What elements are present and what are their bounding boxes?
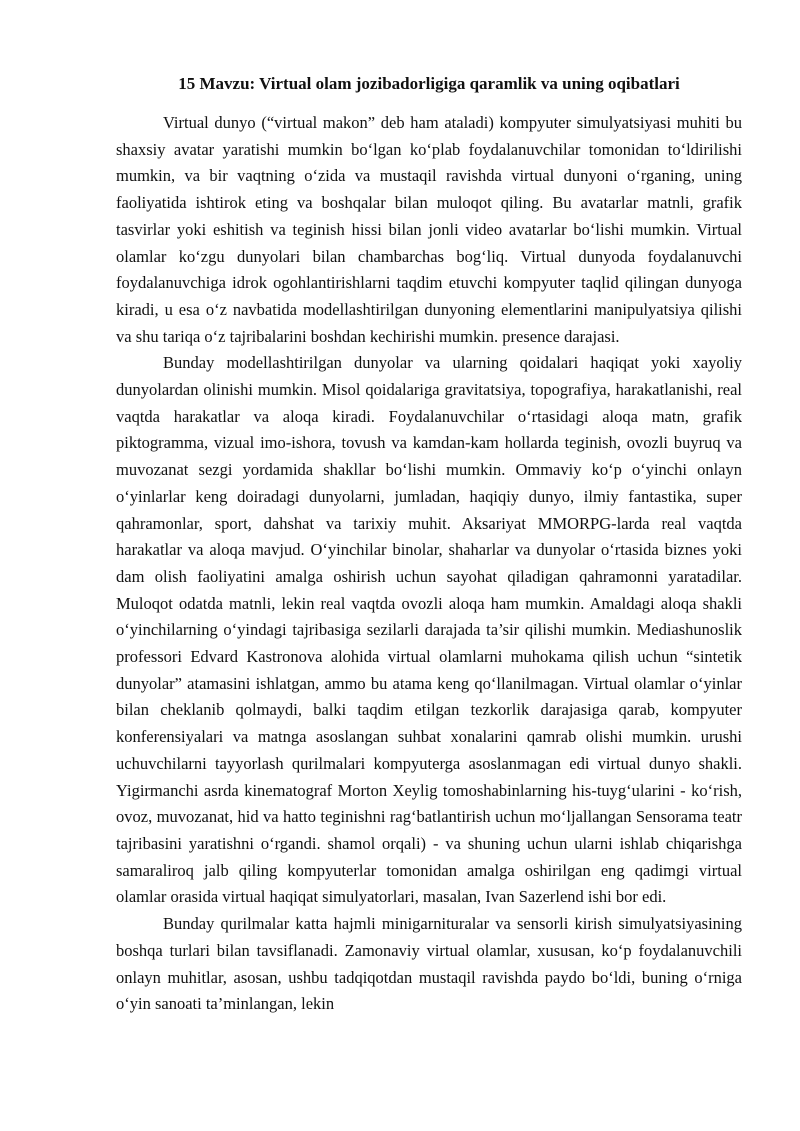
document-title: 15 Mavzu: Virtual olam jozibadorligiga qaramlik va uning oqibatlari [178,74,680,93]
paragraph-2: Bunday modellashtirilgan dunyolar va ularning qoidalari haqiqat yoki xayoliy dunyolardan olinishi mumkin. Misol qoidalariga gravitatsiya, topografiya, harakatlanishi, real vaqtda harakatlar va aloqa kiradi. Foydalanuvchilar o‘rtasidagi aloqa matn, grafik piktogramma, vizual imo-ishora, tovush va kamdan-kam hollarda teginish, ovozli buyruq va muvozanat sezgi yordamida shakllar bo‘lishi mumkin. Ommaviy ko‘p o‘yinchi onlayn o‘yinlarlar keng doiradagi dunyolarni, jumladan, haqiqiy dunyo, ilmiy fantastika, super qahramonlar, sport, dahshat va tarixiy muhit. Aksariyat MMORPG-larda real vaqtda harakatlar va aloqa mavjud. O‘yinchilar binolar, shaharlar va dunyolar o‘rtasida biznes yoki dam olish faoliyatini amalga oshirish uchun sayohat qiladigan qahramonni yaratadilar. Muloqot odatda matnli, lekin real vaqtda ovozli aloqa ham mumkin. Amaldagi aloqa shakli o‘yinchilarning o‘yindagi tajribasiga sezilarli darajada ta’sir qilishi mumkin. Mediashunoslik professori Edvard Kastronova alohida virtual olamlarni muhokama qilish uchun “sintetik dunyolar” atamasini ishlatgan, ammo bu atama keng qo‘llanilmagan. Virtual olamlar o‘yinlar bilan cheklanib qolmaydi, balki taqdim etilgan tezkorlik darajasiga qarab, kompyuter konferensiyalari va matnga asoslangan suhbat xonalarini qamrab olishi mumkin. urushi uchuvchilarni tayyorlash qurilmalari kompyuterga asoslanmagan edi virtual dunyo shakli. Yigirmanchi asrda kinematograf Morton Xeylig tomoshabinlarning his-tuyg‘ularini - ko‘rish, ovoz, muvozanat, hid va hatto teginishni rag‘batlantirish uchun mo‘ljallangan Sensorama teatr tajribasini yaratishni o‘rgandi. shamol orqali) - va shuning uchun ularni ishlab chiqarishga samaraliroq jalb qiling kompyuterlar tomonidan amalga oshirilgan eng qadimgi virtual olamlar orasida virtual haqiqat simulyatorlari, masalan, Ivan Sazerlend ishi bor edi. [116,353,742,907]
paragraph-3: Bunday qurilmalar katta hajmli minigarnituralar va sensorli kirish simulyatsiyasining boshqa turlari bilan tavsiflanadi. Zamonaviy virtual olamlar, xususan, ko‘p foydalanuvchili onlayn muhitlar, asosan, ushbu tadqiqotdan mustaqil ravishda paydo bo‘ldi, buning o‘rniga o‘yin sanoati ta’minlangan, lekin [116,914,742,1014]
document-body [116,70,742,1018]
paragraph-1: Virtual dunyo (“virtual makon” deb ham ataladi) kompyuter simulyatsiyasi muhiti bu shaxsiy avatar yaratishi mumkin bo‘lgan ko‘plab foydalanuvchilar tomonidan to‘ldirilishi mumkin, va bir vaqtning o‘zida va mustaqil ravishda virtual dunyoni o‘rganing, uning faoliyatida ishtirok eting va boshqalar bilan muloqot qiling. Bu avatarlar matnli, grafik tasvirlar yoki eshitish va teginish hissi bilan jonli video avatarlar bo‘lishi mumkin. Virtual olamlar ko‘zgu dunyolari bilan chambarchas bog‘liq. Virtual dunyoda foydalanuvchi foydalanuvchiga idrok ogohlantirishlarni taqdim etuvchi kompyuter taqlid qilingan dunyoga kiradi, u esa o‘z navbatida modellashtirilgan dunyoning elementlarini manipulyatsiya qilishi va shu tariqa o‘z tajribalarini boshdan kechirishi mumkin. presence darajasi. [116,113,742,346]
